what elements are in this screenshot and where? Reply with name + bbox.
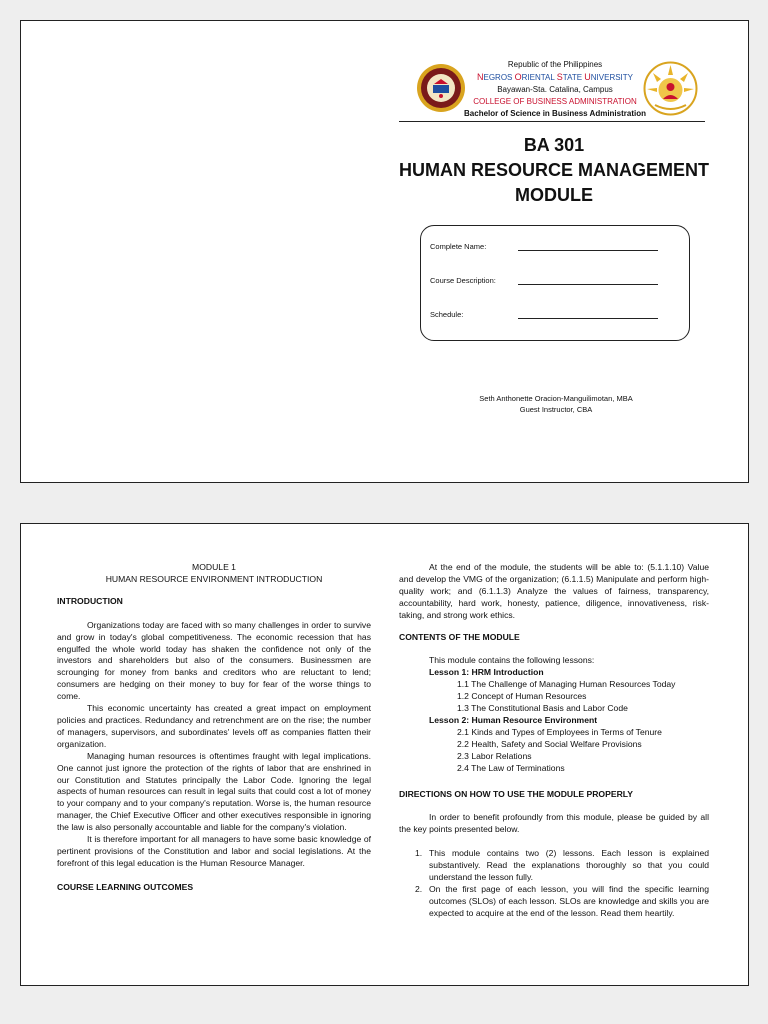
list-number: 1. xyxy=(415,848,423,859)
course-description-blank[interactable] xyxy=(518,284,658,285)
directions-intro: In order to benefit profoundly from this module, please be guided by all the key points presented below. xyxy=(399,812,709,835)
university-name-part: NIVERSITY xyxy=(590,73,633,82)
clo-heading: COURSE LEARNING OUTCOMES xyxy=(57,881,194,892)
intro-paragraph: It is therefore important for all managers to have some basic knowledge of pertinent provisions of the Constitution and labor and social legislations. At the forefront of this legal education is the Human Resource Manager. xyxy=(57,834,371,868)
university-name-part: U xyxy=(584,72,591,82)
module-title xyxy=(381,133,727,208)
university-name-part: O xyxy=(514,72,522,82)
university-name-part: RIENTAL xyxy=(521,73,557,82)
program-line: Bachelor of Science in Business Administration xyxy=(464,109,646,118)
schedule-blank[interactable] xyxy=(518,318,658,319)
introduction-heading: INTRODUCTION xyxy=(57,595,123,606)
college-seal-icon xyxy=(643,61,698,116)
list-item xyxy=(399,884,709,920)
campus-line: Bayawan-Sta. Catalina, Campus xyxy=(497,85,613,94)
lesson-item: 2.2 Health, Safety and Social Welfare Provisions xyxy=(457,738,642,749)
list-text: On the first page of each lesson, you will find the specific learning outcomes (SLOs) of each lesson. SLOs are knowledge and skills you are expected to acquire at the end of the lesson. Read them heartily. xyxy=(429,883,709,918)
lesson-item: 2.4 The Law of Terminations xyxy=(457,762,565,773)
directions-list xyxy=(399,848,709,919)
student-info-box xyxy=(420,225,690,341)
author-name: Seth Anthonette Oracion-Manguilimotan, MBA xyxy=(479,394,633,403)
module-subheading: HUMAN RESOURCE ENVIRONMENT INTRODUCTION xyxy=(105,573,323,584)
schedule-label: Schedule: xyxy=(430,310,464,319)
author-role: Guest Instructor, CBA xyxy=(519,405,593,414)
republic-line: Republic of the Philippines xyxy=(507,60,603,69)
intro-paragraph: Managing human resources is oftentimes fraught with legal implications. One cannot just ignore the protection of the rights of labor that are enshrined in our Constitution and Statutes principally the Labor Code. Ignoring the legal aspects of human resources can result in legal suits that could cost a lot of money to your company and to your company's reputation. Worse is, the human resource manager, the Chief Executive Officer and other executives responsible in ignoring the law is also personally accountable and liable for the company's violation. xyxy=(57,750,371,833)
college-line: COLLEGE OF BUSINESS ADMINISTRATION xyxy=(473,97,637,106)
university-name-part: EGROS xyxy=(483,73,515,82)
course-name: HUMAN RESOURCE MANAGEMENT xyxy=(399,160,709,180)
university-name-part: TATE xyxy=(562,73,585,82)
lesson-item: 2.1 Kinds and Types of Employees in Terms of Tenure xyxy=(457,726,662,737)
author-block xyxy=(441,393,671,415)
title-module-word: MODULE xyxy=(515,185,593,205)
directions-heading: DIRECTIONS ON HOW TO USE THE MODULE PROPERLY xyxy=(399,788,633,799)
header-divider xyxy=(399,121,705,122)
contents-intro: This module contains the following lessons: xyxy=(429,655,595,666)
lesson-item: 1.3 The Constitutional Basis and Labor Code xyxy=(457,703,628,714)
module-heading: MODULE 1 xyxy=(192,562,236,572)
complete-name-label: Complete Name: xyxy=(430,242,487,251)
list-number: 2. xyxy=(415,883,423,894)
lesson-item: 2.3 Labor Relations xyxy=(457,750,532,761)
intro-paragraph: Organizations today are faced with so many challenges in order to survive and grow in today's global competitiveness. The economic recession that has engulfed the whole world today has shaken the confidence not only of the investors and shareholders but also of the consumers. Businessmen are scrounging for money from banks and creditors who are reluctant to lend; consumers are hedging on their money to buy for fear of the worse things to come. xyxy=(57,619,371,702)
right-column xyxy=(399,562,709,920)
university-name-part: S xyxy=(556,72,563,82)
cover-page xyxy=(20,20,749,483)
university-name-part: N xyxy=(477,72,484,82)
outcomes-paragraph: At the end of the module, the students will be able to: (5.1.1.10) Value and develop the VMG of the organization; (6.1.1.5) Manipulate and perform high-quality work; and (6.1.1.3) Analyze the values of fairness, transparency, accountability, hard work, honesty, patience, diligence, innovativeness, risk-taking, and strong work ethics. xyxy=(399,562,709,620)
lesson-item: 1.2 Concept of Human Resources xyxy=(457,691,587,702)
course-description-label: Course Description: xyxy=(430,276,496,285)
lesson-title: Lesson 2: Human Resource Environment xyxy=(429,714,598,725)
intro-paragraph: This economic uncertainty has created a great impact on employment policies and practices. Redundancy and retrenchment are on the rise; the number of managers, supervisors, and subordinates' levels off as companies flatten their organization. xyxy=(57,703,371,749)
complete-name-blank[interactable] xyxy=(518,250,658,251)
contents-heading: CONTENTS OF THE MODULE xyxy=(399,631,520,642)
list-item xyxy=(399,848,709,884)
course-code: BA 301 xyxy=(523,135,585,155)
lesson-title: Lesson 1: HRM Introduction xyxy=(429,667,544,678)
module-page xyxy=(20,523,749,986)
lesson-item: 1.1 The Challenge of Managing Human Resources Today xyxy=(457,679,676,690)
list-text: This module contains two (2) lessons. Each lesson is explained substantively. Read the explanations thoroughly so that you could understand the lesson fully. xyxy=(429,848,709,883)
left-column xyxy=(57,562,371,894)
